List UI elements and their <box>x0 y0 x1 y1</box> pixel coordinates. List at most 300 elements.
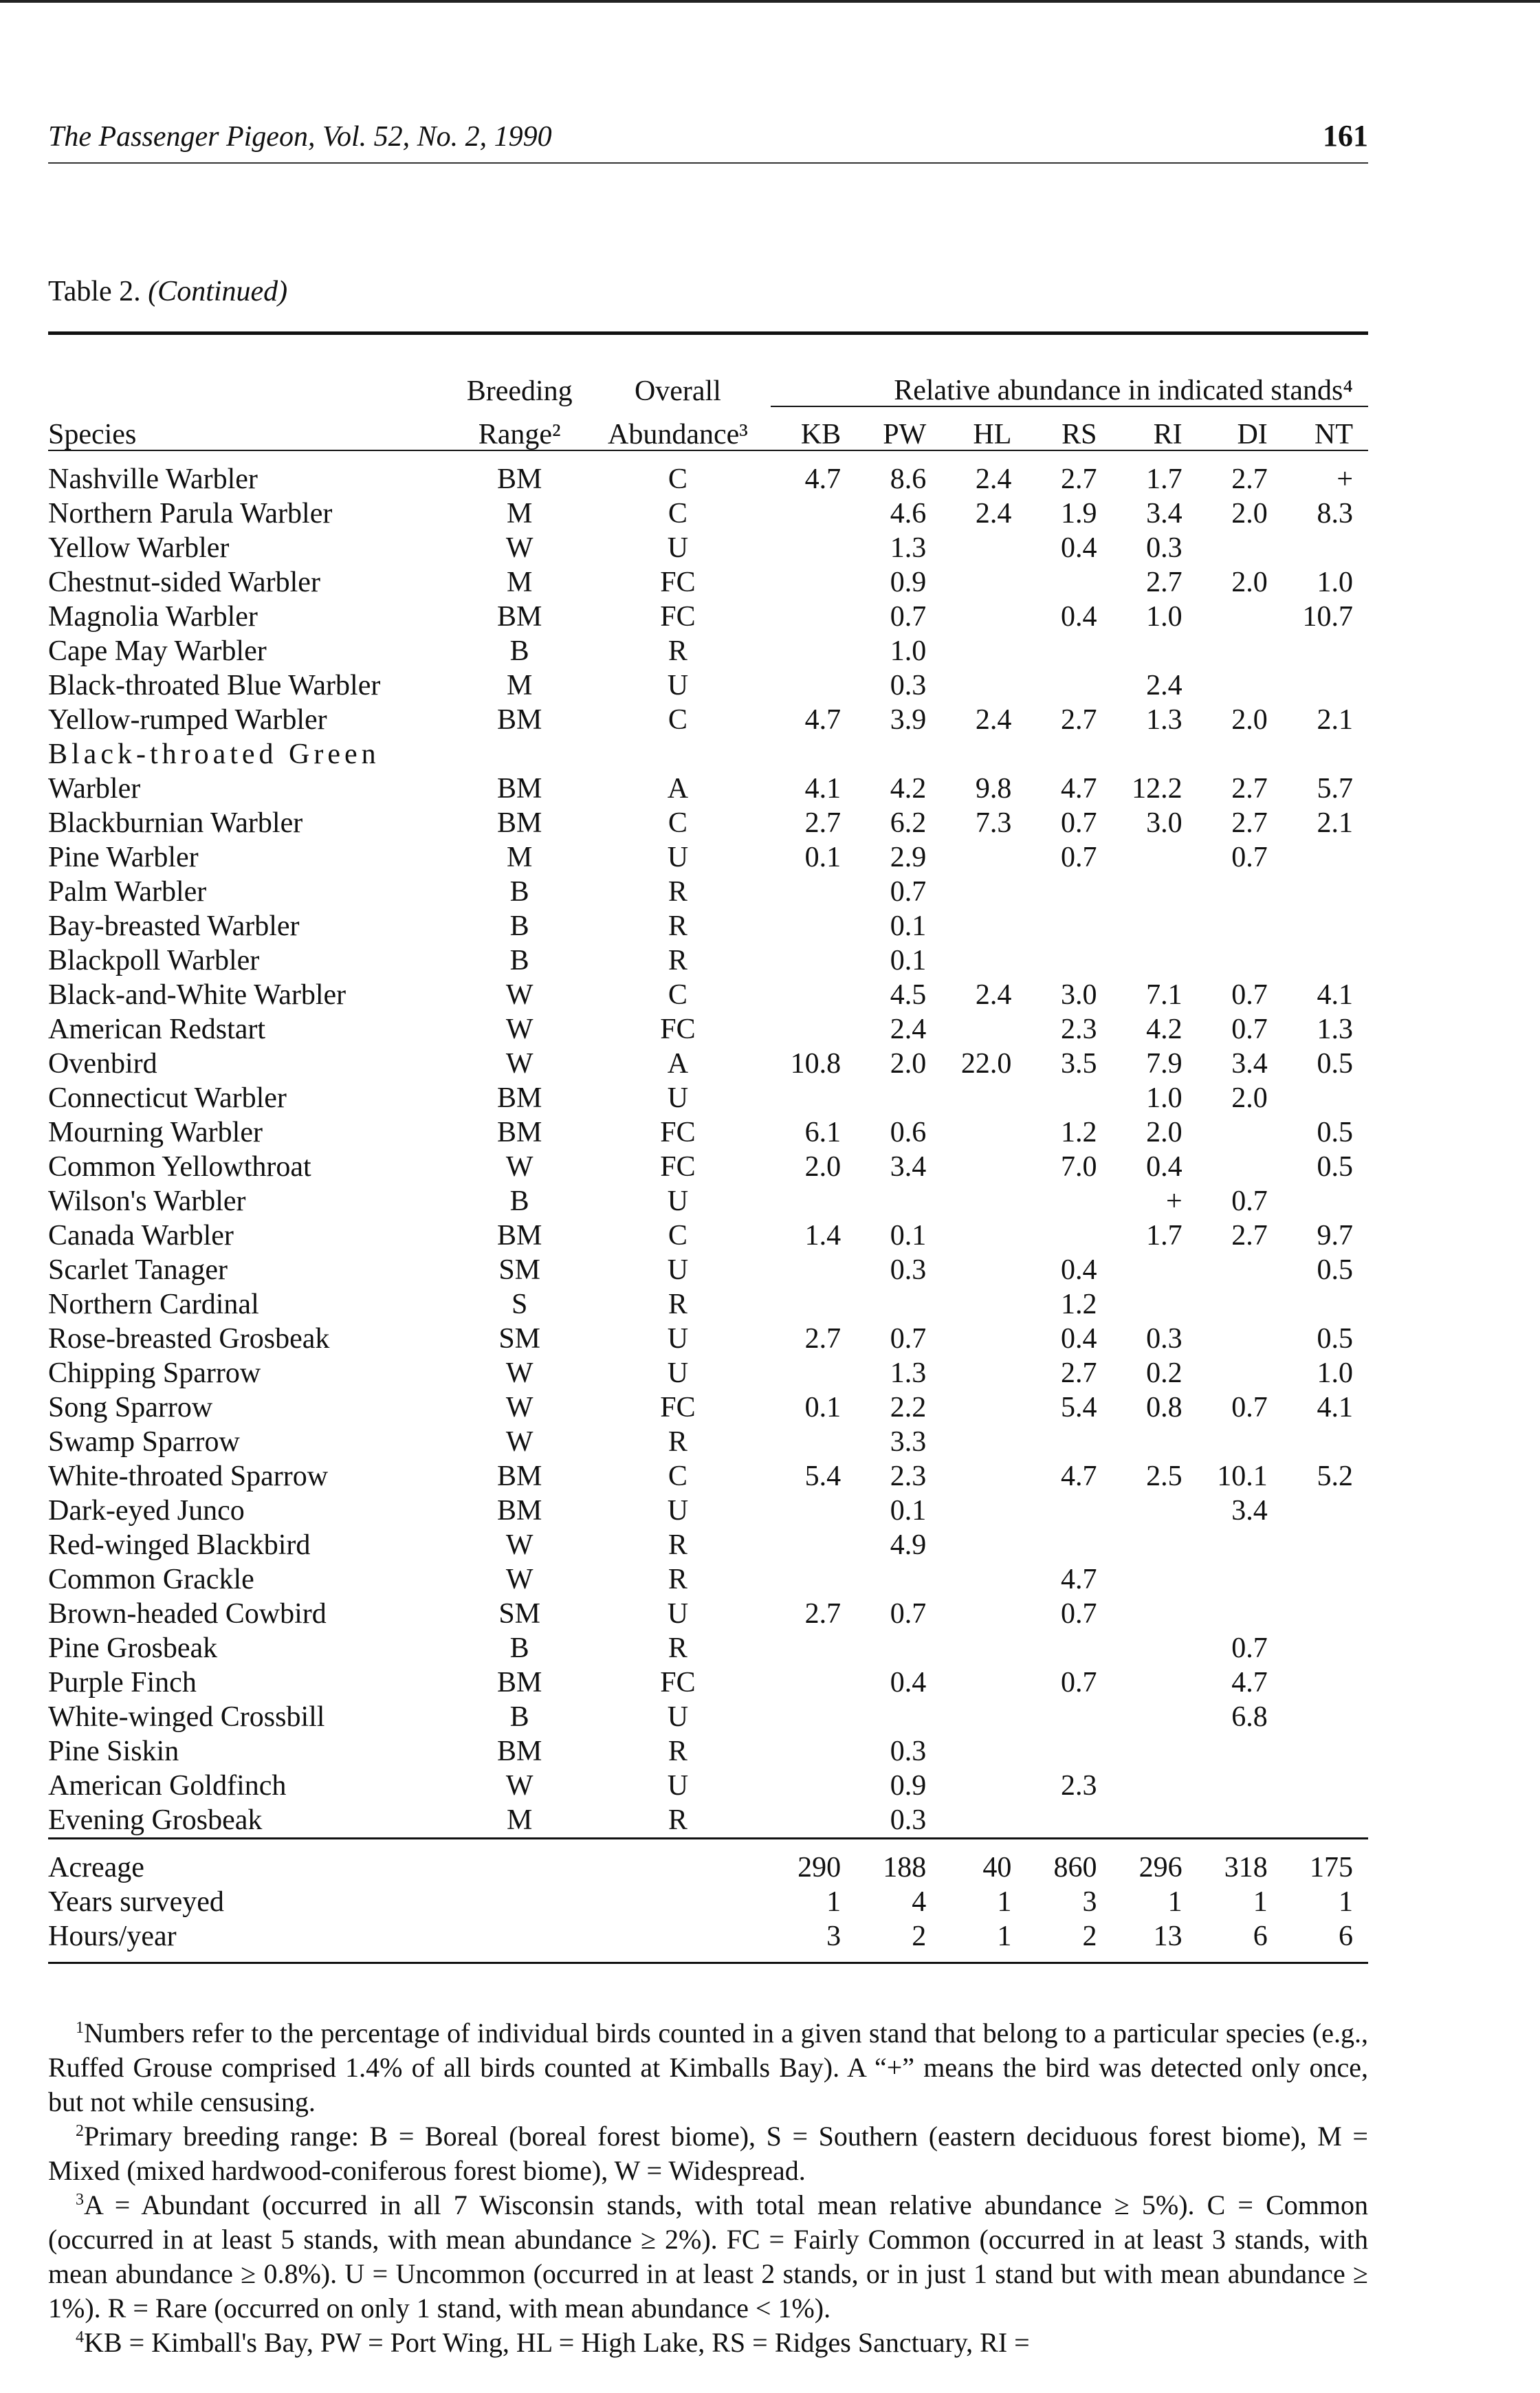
summary-value: 13 <box>1112 1919 1198 1963</box>
breeding-range: BM <box>497 601 542 633</box>
table-row <box>48 875 1368 909</box>
table-row <box>48 1528 1368 1562</box>
stand-header: PW <box>856 406 941 450</box>
overall-abundance: U <box>667 1495 689 1527</box>
stand-value: 2.7 <box>804 1598 842 1630</box>
overall-abundance: FC <box>660 1667 696 1698</box>
overall-abundance: U <box>667 1701 689 1733</box>
stand-value: 7.3 <box>975 807 1012 839</box>
summary-value: 6 <box>1198 1919 1283 1963</box>
stand-value: 0.3 <box>890 1736 927 1767</box>
stand-value <box>1112 875 1198 909</box>
stand-value: 0.7 <box>1061 1667 1097 1698</box>
stand-value <box>1283 1528 1368 1562</box>
breeding-range: SM <box>498 1323 541 1355</box>
stand-value: 0.4 <box>1146 1151 1182 1183</box>
summary-value: 175 <box>1283 1839 1368 1886</box>
table-row <box>48 565 1368 600</box>
stand-value <box>1112 1769 1198 1803</box>
stand-value <box>1283 1734 1368 1769</box>
stand-value <box>941 1081 1026 1115</box>
stand-value: 3.9 <box>890 704 927 736</box>
stand-value <box>1198 1734 1283 1769</box>
stand-value: 2.4 <box>975 498 1012 529</box>
stand-value: 0.6 <box>890 1117 927 1148</box>
stand-value <box>941 1150 1026 1184</box>
stand-value: 2.0 <box>1231 567 1268 598</box>
stand-value <box>1026 1631 1112 1665</box>
stand-value <box>1283 1425 1368 1459</box>
stand-value <box>1283 875 1368 909</box>
footnote-marker: 3 <box>76 2191 84 2209</box>
breeding-range: SM <box>498 1598 541 1630</box>
stand-value <box>771 737 856 772</box>
stand-value <box>1112 943 1198 978</box>
overall-abundance: R <box>668 1736 688 1767</box>
stand-value <box>1283 1562 1368 1597</box>
summary-value: 2 <box>856 1919 941 1963</box>
stand-value <box>771 909 856 943</box>
stand-value <box>771 1734 856 1769</box>
breeding-range: W <box>505 1770 534 1802</box>
stand-value <box>1026 634 1112 668</box>
stand-value <box>1283 909 1368 943</box>
stand-value: 4.7 <box>804 463 842 495</box>
footnote-marker: 2 <box>76 2122 84 2140</box>
stand-value: 2.4 <box>975 704 1012 736</box>
stand-value <box>1198 943 1283 978</box>
stand-value <box>941 1734 1026 1769</box>
stand-value <box>1112 1253 1198 1287</box>
breeding-range: BM <box>497 1736 542 1767</box>
stand-value: 4.1 <box>804 773 842 805</box>
species-name: Ovenbird <box>48 1048 157 1080</box>
stand-value <box>771 875 856 909</box>
overall-abundance: U <box>667 1254 689 1286</box>
stand-value: 2.4 <box>890 1014 927 1045</box>
table-row <box>48 1115 1368 1150</box>
stand-value <box>771 1081 856 1115</box>
overall-abundance: R <box>668 1804 688 1836</box>
stand-value: 0.3 <box>890 670 927 701</box>
table-row <box>48 1219 1368 1253</box>
stand-value <box>1283 634 1368 668</box>
stand-value: 12.2 <box>1132 773 1182 805</box>
species-name: White-throated Sparrow <box>48 1461 329 1492</box>
stand-value <box>941 1562 1026 1597</box>
stand-value <box>856 1184 941 1219</box>
stand-value <box>1112 634 1198 668</box>
stand-value: 2.0 <box>1146 1117 1182 1148</box>
table-row <box>48 909 1368 943</box>
stand-value <box>1283 1769 1368 1803</box>
summary-value: 40 <box>941 1839 1026 1886</box>
breeding-range: BM <box>497 463 542 495</box>
stand-value: 4.7 <box>1061 1564 1097 1595</box>
stand-value <box>941 1425 1026 1459</box>
stand-value <box>771 1700 856 1734</box>
table-row <box>48 1322 1368 1356</box>
footnote-text: KB = Kimball's Bay, PW = Port Wing, HL = High Lake, RS = Ridges Sanctuary, RI = <box>84 2327 1030 2358</box>
stand-value: 0.7 <box>1061 1598 1097 1630</box>
stand-value <box>941 840 1026 875</box>
breeding-range: B <box>509 876 529 908</box>
stand-value <box>941 1322 1026 1356</box>
stand-value: 5.2 <box>1317 1461 1353 1492</box>
stand-value: 4.7 <box>1061 773 1097 805</box>
stand-value: 0.5 <box>1317 1048 1353 1080</box>
overall-abundance: A <box>667 773 689 805</box>
breeding-range: W <box>505 1392 534 1423</box>
summary-row <box>48 1839 1368 1886</box>
stand-value <box>1283 737 1368 772</box>
stand-value: 0.1 <box>890 945 927 976</box>
stand-value: 1.9 <box>1061 498 1097 529</box>
species-name: Evening Grosbeak <box>48 1804 263 1836</box>
stand-value <box>1198 1425 1283 1459</box>
stand-value <box>941 1528 1026 1562</box>
species-name: Rose-breasted Grosbeak <box>48 1323 330 1355</box>
footnotes <box>48 2016 1368 2360</box>
species-name: American Redstart <box>48 1014 266 1045</box>
table-row <box>48 737 1368 772</box>
breeding-range: S <box>512 1289 528 1320</box>
species-name: White-winged Crossbill <box>48 1701 325 1733</box>
stand-value <box>1026 1700 1112 1734</box>
breeding-range: W <box>505 1426 534 1458</box>
overall-abundance: U <box>667 1082 689 1114</box>
stand-value: 0.4 <box>1061 1254 1097 1286</box>
overall-abundance: C <box>668 807 688 839</box>
species-name: Black-and-White Warbler <box>48 979 346 1011</box>
overall-abundance: R <box>668 910 688 942</box>
table-row <box>48 1390 1368 1425</box>
species-name: Pine Warbler <box>48 842 199 873</box>
stand-value <box>1112 1287 1198 1322</box>
stand-value: 0.4 <box>1061 1323 1097 1355</box>
stand-value: 0.4 <box>890 1667 927 1698</box>
stand-value <box>771 1494 856 1528</box>
stand-value <box>1198 600 1283 634</box>
stand-value <box>941 1597 1026 1631</box>
header-rule <box>48 162 1368 164</box>
stand-value: 4.9 <box>890 1529 927 1561</box>
stand-value <box>1198 1150 1283 1184</box>
overall-abundance: FC <box>660 567 696 598</box>
stand-value <box>941 1459 1026 1494</box>
stand-value: 0.1 <box>804 842 842 873</box>
overall-abundance: U <box>667 1770 689 1802</box>
stand-value <box>1112 1494 1198 1528</box>
journal-title: The Passenger Pigeon, Vol. 52, No. 2, 1990 <box>48 121 552 153</box>
stand-header: HL <box>941 406 1026 450</box>
breeding-range: B <box>509 635 529 667</box>
stand-value: 1.3 <box>890 532 927 564</box>
breeding-header-line1: Breeding <box>466 375 573 407</box>
stand-value: 0.4 <box>1061 601 1097 633</box>
stand-value <box>1198 1356 1283 1390</box>
stand-value <box>1026 1803 1112 1839</box>
overall-header-line2: Abundance³ <box>585 406 771 450</box>
stand-value <box>1283 840 1368 875</box>
stand-value: 4.2 <box>1146 1014 1182 1045</box>
stand-value <box>771 496 856 531</box>
stand-value <box>941 565 1026 600</box>
stand-value: 0.7 <box>1231 1185 1268 1217</box>
species-name: Palm Warbler <box>48 876 207 908</box>
summary-value: 1 <box>826 1886 842 1918</box>
stand-value: 4.6 <box>890 498 927 529</box>
species-name: Chipping Sparrow <box>48 1357 261 1389</box>
stand-value: 1.7 <box>1146 1220 1182 1252</box>
table-row <box>48 840 1368 875</box>
stand-value <box>941 1287 1026 1322</box>
stand-value <box>1283 1631 1368 1665</box>
stand-value: 0.8 <box>1146 1392 1182 1423</box>
table-row <box>48 806 1368 840</box>
stand-value: 6.8 <box>1231 1701 1268 1733</box>
breeding-range: W <box>505 532 534 564</box>
stand-value: 2.1 <box>1317 704 1353 736</box>
stand-value <box>771 1803 856 1839</box>
stand-value: 7.9 <box>1146 1048 1182 1080</box>
species-name: Common Yellowthroat <box>48 1151 311 1183</box>
overall-abundance: U <box>667 670 689 701</box>
stand-value <box>941 1631 1026 1665</box>
species-abundance-table <box>48 364 1368 1964</box>
summary-value: 188 <box>856 1839 941 1886</box>
overall-abundance: R <box>668 1632 688 1664</box>
breeding-range: BM <box>497 1220 542 1252</box>
stand-value <box>1283 1287 1368 1322</box>
stand-value <box>941 1184 1026 1219</box>
continued-label: (Continued) <box>148 276 288 307</box>
stand-value: 2.3 <box>1061 1770 1097 1802</box>
overall-abundance: A <box>667 1048 689 1080</box>
stand-value: 2.7 <box>1231 463 1268 495</box>
stand-value: 0.3 <box>890 1254 927 1286</box>
stand-value: 8.6 <box>890 463 927 495</box>
breeding-range: B <box>509 945 529 976</box>
species-name: Nashville Warbler <box>48 463 258 495</box>
stand-value <box>771 1184 856 1219</box>
footnote-marker: 1 <box>76 2019 84 2037</box>
stand-value <box>1198 668 1283 703</box>
summary-row <box>48 1885 1368 1919</box>
stand-value: 0.1 <box>890 910 927 942</box>
overall-abundance: FC <box>660 1392 696 1423</box>
stand-value: 2.7 <box>1061 463 1097 495</box>
stand-value <box>1112 1631 1198 1665</box>
overall-abundance: FC <box>660 601 696 633</box>
footnote-text: A = Abundant (occurred in all 7 Wisconsin stands, with total mean relative abundance ≥ 5%). C = Common (occurred in at least 5 stands, with mean abundance ≥ 2%). FC = Fairly Common (occurred in at least 3 stands, with mean abundance ≥ 0.8%). U = Uncommon (occurred in at least 2 stands, or in just 1 stand but with mean abundance ≥ 1%). R = Rare (occurred on only 1 stand, with mean abundance < 1%). <box>48 2189 1368 2324</box>
stand-value: 0.5 <box>1317 1323 1353 1355</box>
footnote-4 <box>48 2326 1368 2360</box>
page-top-border <box>0 0 1540 3</box>
stand-value <box>1198 1769 1283 1803</box>
species-name: Red-winged Blackbird <box>48 1529 311 1561</box>
relative-abundance-header: Relative abundance in indicated stands⁴ <box>771 364 1368 406</box>
table-row <box>48 1562 1368 1597</box>
stand-value: 2.5 <box>1146 1461 1182 1492</box>
stand-value: 0.4 <box>1061 532 1097 564</box>
stand-header: DI <box>1198 406 1283 450</box>
stand-value <box>1283 943 1368 978</box>
species-name: Canada Warbler <box>48 1220 234 1252</box>
stand-value <box>1283 1700 1368 1734</box>
stand-value <box>941 1115 1026 1150</box>
stand-value: 2.7 <box>1231 1220 1268 1252</box>
stand-value: 6.1 <box>804 1117 842 1148</box>
species-name: Wilson's Warbler <box>48 1185 246 1217</box>
table-row <box>48 1253 1368 1287</box>
species-name: American Goldfinch <box>48 1770 287 1802</box>
stand-value <box>1283 1081 1368 1115</box>
summary-value: 1 <box>941 1919 1026 1963</box>
breeding-range: M <box>507 567 533 598</box>
stand-value: 1.3 <box>1317 1014 1353 1045</box>
stand-value <box>1026 1184 1112 1219</box>
stand-value: 2.7 <box>804 1323 842 1355</box>
breeding-range: W <box>505 1151 534 1183</box>
stand-value: 0.7 <box>1231 1632 1268 1664</box>
stand-value: 3.0 <box>1146 807 1182 839</box>
stand-value <box>1112 1734 1198 1769</box>
summary-value: 4 <box>912 1886 927 1918</box>
stand-value <box>1112 1803 1198 1839</box>
stand-value: 1.7 <box>1146 463 1182 495</box>
stand-value <box>1283 1184 1368 1219</box>
stand-value: 6.2 <box>890 807 927 839</box>
summary-label: Years surveyed <box>48 1886 224 1918</box>
stand-value: 5.7 <box>1317 773 1353 805</box>
stand-value: 7.0 <box>1061 1151 1097 1183</box>
stand-value <box>1112 1665 1198 1700</box>
breeding-range: BM <box>497 1495 542 1527</box>
overall-abundance: R <box>668 945 688 976</box>
species-name: Bay-breasted Warbler <box>48 910 300 942</box>
stand-header: NT <box>1283 406 1368 450</box>
stand-value: 0.5 <box>1317 1117 1353 1148</box>
stand-value: 2.4 <box>1146 670 1182 701</box>
species-name: Blackburnian Warbler <box>48 807 303 839</box>
overall-abundance: C <box>668 704 688 736</box>
footnote-text: Numbers refer to the percentage of individual birds counted in a given stand that belong to a particular species (e.g., Ruffed Grouse comprised 1.4% of all birds counted at Kimballs Bay). A “+” means the bird was detected only once, but not while censusing. <box>48 2018 1368 2117</box>
overall-abundance: C <box>668 1461 688 1492</box>
stand-value <box>941 1012 1026 1047</box>
stand-header: KB <box>771 406 856 450</box>
stand-value: 1.3 <box>890 1357 927 1389</box>
stand-value: 0.7 <box>1231 842 1268 873</box>
species-name: Scarlet Tanager <box>48 1254 228 1286</box>
species-name: Dark-eyed Junco <box>48 1495 245 1527</box>
stand-value: 5.4 <box>804 1461 842 1492</box>
stand-value <box>941 531 1026 565</box>
species-name: Blackpoll Warbler <box>48 945 260 976</box>
stand-value: 0.3 <box>1146 1323 1182 1355</box>
stand-value <box>771 1287 856 1322</box>
overall-abundance: FC <box>660 1014 696 1045</box>
stand-value: 2.9 <box>890 842 927 873</box>
species-name: Black-throated Green <box>48 739 380 770</box>
breeding-range: W <box>505 979 534 1011</box>
species-name: Magnolia Warbler <box>48 601 258 633</box>
table-row <box>48 772 1368 806</box>
breeding-range: B <box>509 1632 529 1664</box>
stand-value: 1.4 <box>804 1220 842 1252</box>
stand-header: RS <box>1026 406 1112 450</box>
stand-value: 2.0 <box>1231 1082 1268 1114</box>
stand-value <box>771 1356 856 1390</box>
overall-abundance: R <box>668 1529 688 1561</box>
stand-value: 1.0 <box>1146 1082 1182 1114</box>
overall-abundance: U <box>667 1323 689 1355</box>
stand-value: 0.2 <box>1146 1357 1182 1389</box>
table-row <box>48 634 1368 668</box>
species-name: Song Sparrow <box>48 1392 213 1423</box>
stand-value <box>1198 1528 1283 1562</box>
stand-value <box>1026 909 1112 943</box>
stand-value <box>1283 1597 1368 1631</box>
overall-abundance: FC <box>660 1151 696 1183</box>
table-row <box>48 1665 1368 1700</box>
footnote-3 <box>48 2188 1368 2326</box>
stand-value <box>856 1081 941 1115</box>
stand-value <box>1198 1597 1283 1631</box>
summary-value: 2 <box>1026 1919 1112 1963</box>
stand-value: 0.9 <box>890 567 927 598</box>
stand-value: 0.7 <box>1061 842 1097 873</box>
table-row <box>48 703 1368 737</box>
stand-value: 0.7 <box>1061 807 1097 839</box>
table-row <box>48 1700 1368 1734</box>
stand-value: 2.2 <box>890 1392 927 1423</box>
breeding-range: SM <box>498 1254 541 1286</box>
stand-value: 2.7 <box>1231 773 1268 805</box>
species-header: Species <box>48 406 454 450</box>
overall-abundance: C <box>668 463 688 495</box>
species-name: Mourning Warbler <box>48 1117 263 1148</box>
species-name: Chestnut-sided Warbler <box>48 567 320 598</box>
stand-value <box>771 1253 856 1287</box>
table-row <box>48 1734 1368 1769</box>
species-name: Northern Parula Warbler <box>48 498 333 529</box>
species-name: Purple Finch <box>48 1667 197 1698</box>
stand-value: 2.0 <box>1231 498 1268 529</box>
table-row <box>48 1150 1368 1184</box>
summary-value: 6 <box>1283 1919 1368 1963</box>
stand-value: 10.1 <box>1217 1461 1268 1492</box>
stand-value <box>1026 565 1112 600</box>
table-row <box>48 1425 1368 1459</box>
footnote-marker: 4 <box>76 2328 84 2346</box>
overall-abundance: R <box>668 1289 688 1320</box>
stand-value: 3.4 <box>890 1151 927 1183</box>
stand-value: 3.3 <box>890 1426 927 1458</box>
stand-value: 2.3 <box>1061 1014 1097 1045</box>
stand-value: 0.1 <box>890 1220 927 1252</box>
stand-value: 22.0 <box>960 1048 1012 1080</box>
stand-value <box>1112 737 1198 772</box>
stand-value: 9.8 <box>975 773 1012 805</box>
stand-value: 4.2 <box>890 773 927 805</box>
table-row <box>48 1012 1368 1047</box>
overall-abundance: FC <box>660 1117 696 1148</box>
stand-value: 2.7 <box>1146 567 1182 598</box>
species-name: Common Grackle <box>48 1564 254 1595</box>
species-name: Cape May Warbler <box>48 635 267 667</box>
stand-value: 3.4 <box>1146 498 1182 529</box>
